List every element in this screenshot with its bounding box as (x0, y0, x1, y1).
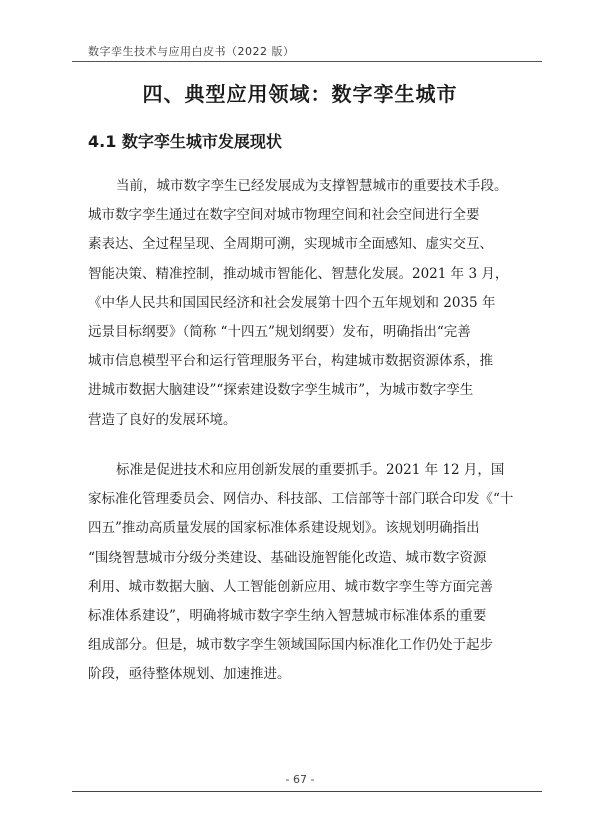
paragraph-2 (88, 456, 528, 690)
paragraph-line: 城市信息模型平台和运行管理服务平台，构建城市数据资源体系，推 (88, 353, 493, 370)
paragraph-line: 进城市数据大脑建设”“探索建设数字孪生城市”，为城市数字孪生 (88, 382, 474, 399)
paragraph-line: 远景目标纲要》（简称 “十四五”规划纲要）发布，明确指出“完善 (88, 324, 471, 341)
paragraph-line: 当前，城市数字孪生已经发展成为支撑智慧城市的重要技术手段。 (116, 178, 508, 194)
paragraph-line: 标准是促进技术和应用创新发展的重要抓手。2021 年 12 月，国 (116, 462, 505, 478)
paragraph-line: 素表达、全过程呈现、全周期可溯，实现城市全面感知、虚实交互、 (88, 236, 493, 253)
running-header: 数字孪生技术与应用白皮书（2022 版） (88, 45, 295, 58)
section-title: 4.1 数字孪生城市发展现状 (88, 132, 282, 151)
chapter-title: 四、典型应用领域：数字孪生城市 (142, 82, 458, 106)
paragraph-line: 《中华人民共和国国民经济和社会发展第十四个五年规划和 2035 年 (88, 294, 496, 311)
footer-divider (72, 791, 542, 792)
paragraph-line: 标准体系建设”，明确将城市数字孪生纳入智慧城市标准体系的重要 (88, 608, 487, 625)
paragraph-line: 城市数字孪生通过在数字空间对城市物理空间和社会空间进行全要 (88, 207, 480, 224)
paragraph-line: 阶段，亟待整体规划、加速推进。 (88, 666, 291, 683)
paragraph-line: 四五”推动高质量发展的国家标准体系建设规划》。该规划明确指出 (88, 520, 480, 537)
paragraph-line: 智能决策、精准控制，推动城市智能化、智慧化发展。2021 年 3 月， (88, 265, 509, 282)
paragraph-line: “围绕智慧城市分级分类建设、基础设施智能化改造、城市数字资源 (88, 549, 487, 566)
paragraph-line: 家标准化管理委员会、网信办、科技部、工信部等十部门联合印发《“十 (88, 491, 514, 508)
paragraph-1 (88, 172, 528, 435)
paragraph-line: 营造了良好的发展环境。 (88, 411, 237, 428)
paragraph-line: 组成部分。但是，城市数字孪生领域国际国内标准化工作仍处于起步 (88, 637, 493, 654)
paragraph-line: 利用、城市数据大脑、人工智能创新应用、城市数字孪生等方面完善 (88, 578, 493, 595)
header-divider (72, 61, 542, 62)
page-number: - 67 - (285, 773, 315, 786)
